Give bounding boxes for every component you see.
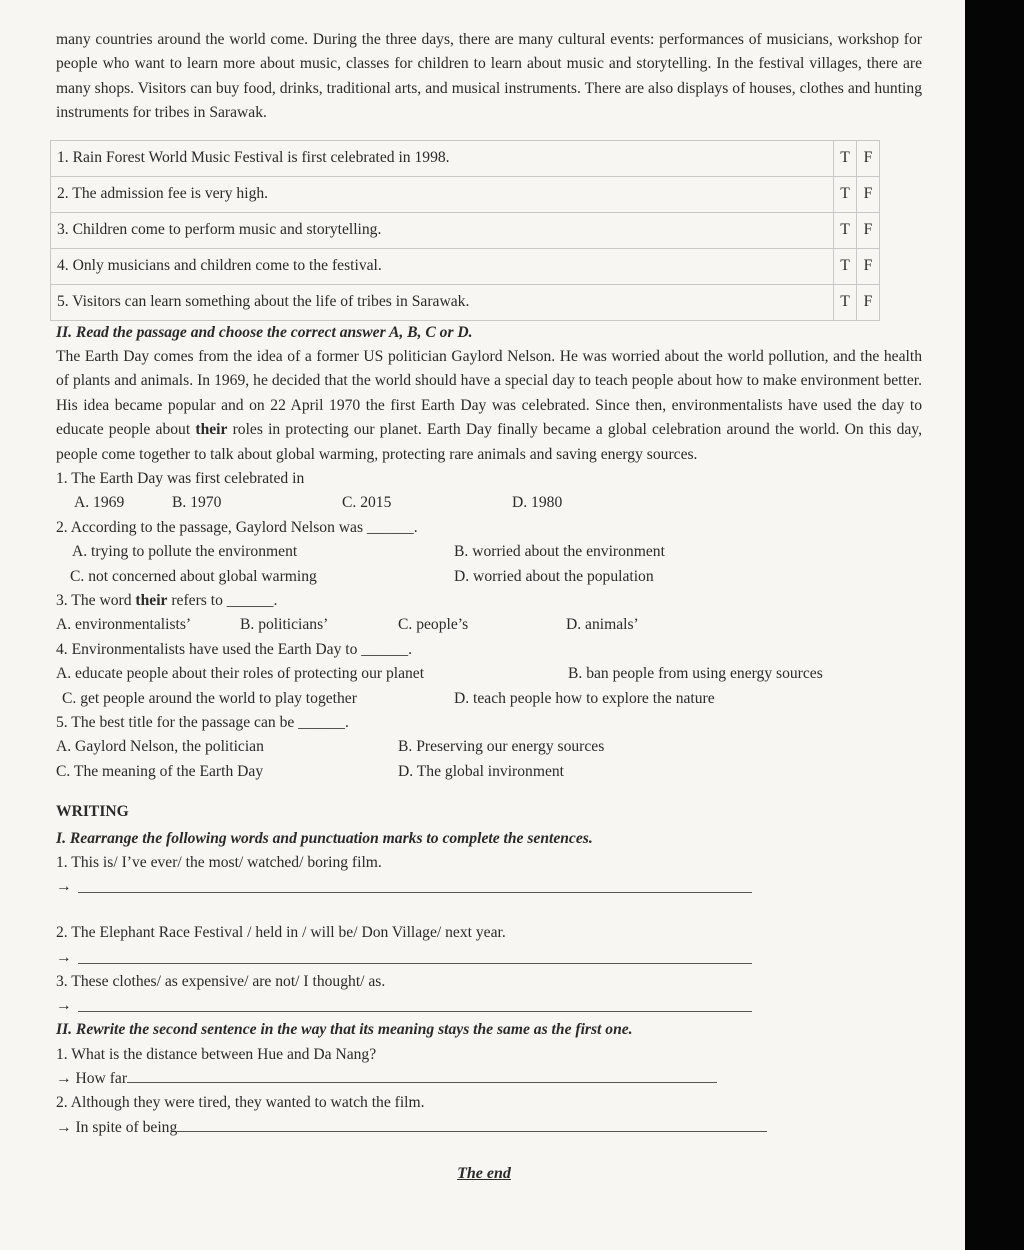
question-5-stem: 5. The best title for the passage can be ______.: [56, 714, 349, 732]
table-row: [51, 176, 880, 212]
earth-day-passage: [56, 345, 922, 467]
question-2-options-row2: [56, 565, 922, 589]
q4-option-b[interactable]: B. ban people from using energy sources: [568, 665, 823, 683]
q5-option-d[interactable]: D. The global invironment: [398, 762, 565, 780]
answer-line[interactable]: [56, 875, 922, 899]
q3-option-b[interactable]: B. politicians’: [240, 616, 329, 634]
true-option[interactable]: T: [834, 140, 857, 176]
q3-option-d[interactable]: D. animals’: [566, 616, 639, 634]
q3-option-a[interactable]: A. environmentalists’: [56, 616, 192, 634]
arrow-icon: →: [56, 997, 72, 1015]
q5-option-a[interactable]: A. Gaylord Nelson, the politician: [56, 738, 264, 756]
question-2-stem: 2. According to the passage, Gaylord Nelson was ______.: [56, 518, 418, 536]
statement-cell: 1. Rain Forest World Music Festival is first celebrated in 1998.: [51, 140, 834, 176]
reading-heading: II. Read the passage and choose the correct answer A, B, C or D.: [56, 323, 473, 341]
q3-stem-after: refers to ______.: [167, 592, 278, 610]
statement-cell: 3. Children come to perform music and storytelling.: [51, 212, 834, 248]
rewrite-item-2-prompt: 2. Although they were tired, they wanted to watch the film.: [56, 1094, 425, 1112]
writing-part1-heading: I. Rearrange the following words and punctuation marks to complete the sentences.: [56, 829, 593, 847]
false-option[interactable]: F: [857, 140, 880, 176]
rewrite-item-1-answer[interactable]: [56, 1067, 922, 1091]
q1-option-b[interactable]: B. 1970: [172, 494, 222, 512]
question-1-options: [56, 491, 922, 515]
q2-option-a[interactable]: A. trying to pollute the environment: [72, 543, 298, 561]
table-row: [51, 212, 880, 248]
dark-edge: [965, 0, 1024, 1250]
answer-rule: [177, 1131, 767, 1132]
q3-option-c[interactable]: C. people’s: [398, 616, 469, 634]
q4-option-c[interactable]: C. get people around the world to play together: [62, 689, 357, 707]
statement-cell: 5. Visitors can learn something about the life of tribes in Sarawak.: [51, 284, 834, 320]
intro-paragraph: many countries around the world come. During the three days, there are many cultural events: performances of musicians, workshop for people who want to learn more about music, classes for children to learn about music and storytelling. In the festival villages, there are many shops. Visitors can buy food, drinks, traditional arts, and musical instruments. There are also displays of houses, clothes and hunting instruments for tribes in Sarawak.: [56, 31, 922, 122]
question-1-stem: 1. The Earth Day was first celebrated in: [56, 470, 305, 488]
statement-cell: 4. Only musicians and children come to the festival.: [51, 248, 834, 284]
question-4-options-row1: [56, 662, 922, 686]
rearrange-item-3: 3. These clothes/ as expensive/ are not/ I thought/ as.: [56, 972, 386, 990]
true-false-table: [50, 140, 880, 321]
question-5-options-row2: [56, 760, 922, 784]
true-option[interactable]: T: [834, 176, 857, 212]
q4-option-d[interactable]: D. teach people how to explore the nature: [454, 689, 715, 707]
worksheet-content: [56, 28, 922, 1203]
question-3-stem: [56, 589, 922, 613]
false-option[interactable]: F: [857, 176, 880, 212]
answer-rule: [78, 892, 752, 893]
true-option[interactable]: T: [834, 284, 857, 320]
arrow-icon: →: [56, 878, 72, 896]
question-4-stem: 4. Environmentalists have used the Earth Day to ______.: [56, 640, 412, 658]
q4-option-a[interactable]: A. educate people about their roles of protecting our planet: [56, 665, 425, 683]
q2-option-c[interactable]: C. not concerned about global warming: [70, 567, 317, 585]
statement-cell: 2. The admission fee is very high.: [51, 176, 834, 212]
false-option[interactable]: F: [857, 248, 880, 284]
table-row: [51, 140, 880, 176]
q3-stem-keyword: their: [135, 592, 168, 610]
rewrite-item-1-prompt: 1. What is the distance between Hue and Da Nang?: [56, 1045, 377, 1063]
rewrite-item-1-start: → How far: [56, 1070, 128, 1088]
answer-line[interactable]: [56, 946, 922, 970]
table-row: [51, 284, 880, 320]
question-3-options: [56, 613, 922, 637]
rearrange-item-2: 2. The Elephant Race Festival / held in / will be/ Don Village/ next year.: [56, 924, 506, 942]
passage-keyword: their: [195, 421, 228, 439]
the-end-label: The end: [457, 1165, 511, 1183]
q5-option-b[interactable]: B. Preserving our energy sources: [398, 738, 605, 756]
q1-option-d[interactable]: D. 1980: [512, 494, 563, 512]
q1-option-a[interactable]: A. 1969: [74, 494, 125, 512]
false-option[interactable]: F: [857, 212, 880, 248]
true-option[interactable]: T: [834, 212, 857, 248]
question-2-options-row1: [56, 540, 922, 564]
rearrange-item-1: 1. This is/ I’ve ever/ the most/ watched/ boring film.: [56, 854, 382, 872]
q1-option-c[interactable]: C. 2015: [342, 494, 392, 512]
question-4-options-row2: [56, 687, 922, 711]
q5-option-c[interactable]: C. The meaning of the Earth Day: [56, 762, 264, 780]
writing-part2-heading: II. Rewrite the second sentence in the way that its meaning stays the same as the first one.: [56, 1021, 633, 1039]
q2-option-d[interactable]: D. worried about the population: [454, 567, 654, 585]
answer-rule: [127, 1082, 717, 1083]
false-option[interactable]: F: [857, 284, 880, 320]
passage-text-after: roles in protecting our planet. Earth Day finally became a global celebration around the world. On this day, people come together to talk about global warming, protecting rare animals and saving energy sources.: [56, 421, 922, 463]
answer-line[interactable]: [56, 994, 922, 1018]
rewrite-item-2-start: → In spite of being: [56, 1118, 178, 1136]
arrow-icon: →: [56, 948, 72, 966]
question-5-options-row1: [56, 735, 922, 759]
writing-title: WRITING: [56, 803, 129, 821]
q2-option-b[interactable]: B. worried about the environment: [454, 543, 665, 561]
table-row: [51, 248, 880, 284]
rewrite-item-2-answer[interactable]: [56, 1116, 922, 1140]
answer-rule: [78, 963, 752, 964]
q3-stem-before: 3. The word: [56, 592, 136, 610]
true-option[interactable]: T: [834, 248, 857, 284]
answer-rule: [78, 1011, 752, 1012]
passage-text-before: The Earth Day comes from the idea of a former US politician Gaylord Nelson. He was worried about the world pollution, and the health of plants and animals. In 1969, he decided that the world should have a special day to teach people about how to make environment better. His idea became popular and on 22 April 1970 the first Earth Day was celebrated. Since then, environmentalists have used the day to educate people about: [56, 348, 922, 439]
